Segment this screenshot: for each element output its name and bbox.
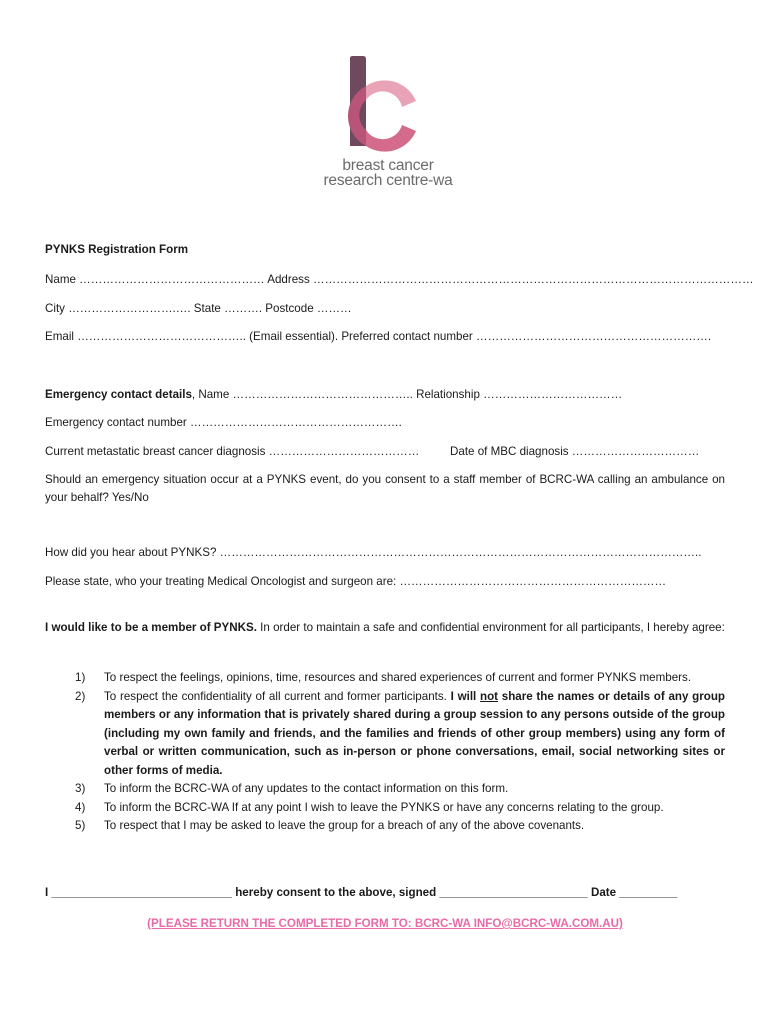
bcrc-logo <box>300 54 470 194</box>
list-item-bold: share the names or details of any group members or any information that is privately shared during a group session to any persons outside of the group (including my own family and friends, and the families and friends of other group members) using any form of verbal or written communication, such as in-person or phone conversations, email, social networking sites or other forms of media. <box>104 689 725 777</box>
list-item-number: 5) <box>75 819 86 832</box>
list-item-number: 2) <box>75 689 86 703</box>
covenant-list <box>45 669 725 836</box>
diagnosis-field: Current metastatic breast cancer diagnosis ………………………………… <box>45 445 420 458</box>
oncologist-field: Please state, who your treating Medical Oncologist and surgeon are: …………………………………………………………… <box>45 575 667 588</box>
list-item-bold: I will <box>450 689 480 703</box>
ambulance-consent: Should an emergency situation occur at a PYNKS event, do you consent to a staff member of BCRC-WA calling an ambulance on your behalf? Yes/No <box>45 473 725 504</box>
list-item-text: To respect that I may be asked to leave the group for a breach of any of the above covenants. <box>104 819 585 832</box>
list-item-text: To inform the BCRC-WA of any updates to the contact information on this form. <box>104 782 509 795</box>
city-state-postcode-field: City ……………………….…. State ………. Postcode ……… <box>45 302 352 315</box>
logo-line-2: research centre-wa <box>323 172 453 189</box>
email-contact-field: Email …………………………………….. (Email essential). Preferred contact number ……………………………………………………. <box>45 330 712 343</box>
list-item-text: To respect the feelings, opinions, time, resources and shared experiences of current and former PYNKS members. <box>104 671 692 684</box>
bc-logo-mark-icon <box>344 54 424 154</box>
list-item-number: 1) <box>75 671 86 684</box>
list-item-number: 3) <box>75 782 86 795</box>
list-item-text: To inform the BCRC-WA If at any point I wish to leave the PYNKS or have any concerns relating to the group. <box>104 800 664 814</box>
emergency-contact-rest: , Name ……………………………………….. Relationship ……………………………… <box>191 388 623 401</box>
name-address-field: Name ………………………………………… Address …………………………………………………………………………………………………… <box>45 273 754 286</box>
mbc-date-field: Date of MBC diagnosis …………………………… <box>450 445 700 458</box>
list-item-text: To respect the confidentiality of all current and former participants. <box>104 689 451 703</box>
emergency-contact-field <box>45 388 622 401</box>
list-item <box>45 780 725 799</box>
membership-intro <box>45 619 725 637</box>
hear-about-field: How did you hear about PYNKS? …………………………………………………………………………………………………………….. <box>45 546 702 559</box>
list-item <box>45 688 725 781</box>
list-item <box>45 799 725 818</box>
logo-wordmark <box>308 158 468 188</box>
membership-rest: In order to maintain a safe and confidential environment for all participants, I hereby agree: <box>256 621 725 634</box>
membership-bold: I would like to be a member of PYNKS. <box>45 621 257 634</box>
list-item-number: 4) <box>75 800 86 814</box>
emergency-number-field: Emergency contact number ………………………………………………. <box>45 416 402 429</box>
return-email-link[interactable]: (PLEASE RETURN THE COMPLETED FORM TO: BCRC-WA INFO@BCRC-WA.COM.AU) <box>147 917 623 930</box>
emergency-contact-label: Emergency contact details <box>45 388 192 401</box>
signature-line: I ____________________________ hereby consent to the above, signed _______________________ Date _________ <box>45 886 678 899</box>
list-item <box>45 817 725 836</box>
form-title: PYNKS Registration Form <box>45 243 189 256</box>
list-item-not: not <box>479 689 499 703</box>
logo-line-1: breast cancer <box>342 157 434 174</box>
list-item <box>45 669 725 688</box>
